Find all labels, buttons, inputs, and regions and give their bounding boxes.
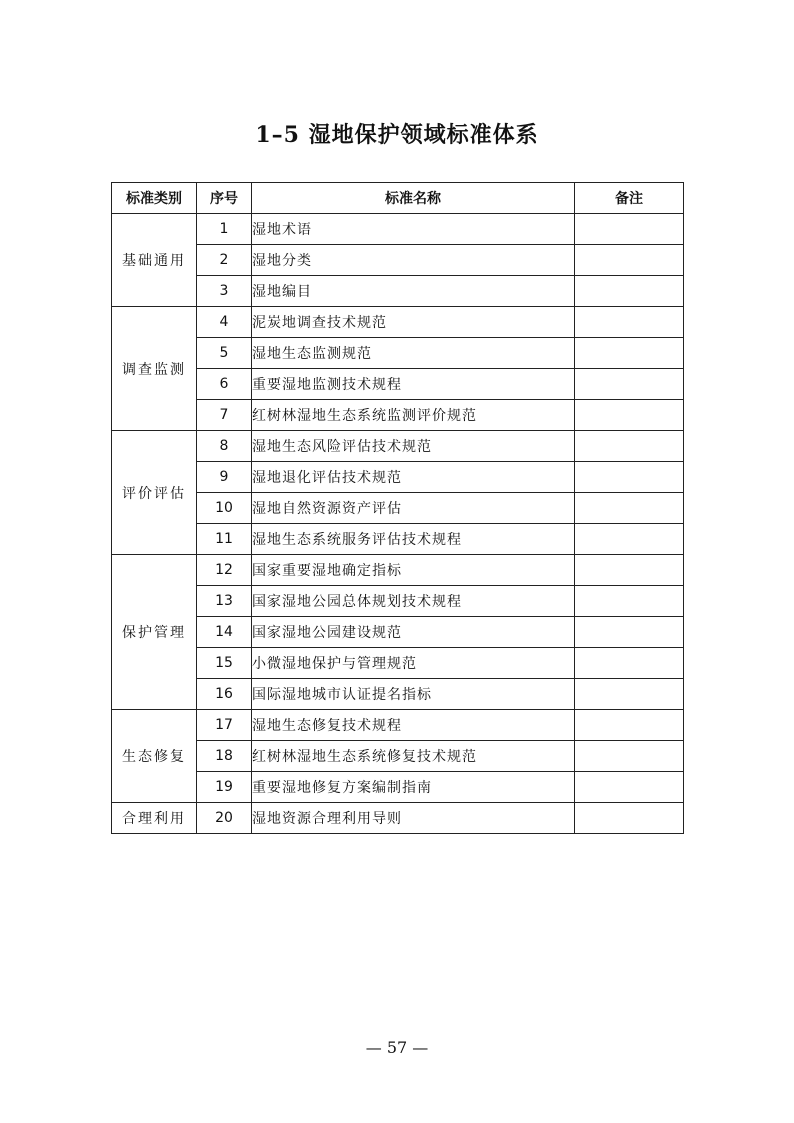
table-row [112,772,684,803]
note-cell [575,462,684,493]
standard-name-cell: 国家湿地公园建设规范 [252,617,575,648]
table-body [112,214,684,834]
number-cell: 15 [197,648,252,679]
table-row [112,524,684,555]
note-cell [575,772,684,803]
number-cell: 12 [197,555,252,586]
standard-name-cell: 国家重要湿地确定指标 [252,555,575,586]
note-cell [575,710,684,741]
note-cell [575,338,684,369]
table-row [112,741,684,772]
table-row [112,214,684,245]
table-row [112,617,684,648]
number-cell: 20 [197,803,252,834]
table-row [112,462,684,493]
category-cell: 调查监测 [112,307,197,431]
number-cell: 2 [197,245,252,276]
note-cell [575,555,684,586]
page-title: 1–5 湿地保护领域标准体系 [255,122,539,148]
number-cell: 17 [197,710,252,741]
standard-name-cell: 湿地生态修复技术规程 [252,710,575,741]
number-cell: 8 [197,431,252,462]
table-row [112,586,684,617]
standard-name-cell: 小微湿地保护与管理规范 [252,648,575,679]
number-cell: 3 [197,276,252,307]
number-cell: 4 [197,307,252,338]
table-row [112,307,684,338]
note-cell [575,276,684,307]
table-row [112,803,684,834]
standard-name-cell: 重要湿地修复方案编制指南 [252,772,575,803]
number-cell: 7 [197,400,252,431]
number-cell: 9 [197,462,252,493]
note-cell [575,524,684,555]
note-cell [575,431,684,462]
standard-name-cell: 湿地资源合理利用导则 [252,803,575,834]
number-cell: 19 [197,772,252,803]
standard-name-cell: 红树林湿地生态系统修复技术规范 [252,741,575,772]
note-cell [575,307,684,338]
note-cell [575,679,684,710]
number-cell: 1 [197,214,252,245]
table-header-row [112,183,684,214]
note-cell [575,245,684,276]
note-cell [575,493,684,524]
note-cell [575,617,684,648]
category-cell: 基础通用 [112,214,197,307]
table-row [112,369,684,400]
table-row [112,338,684,369]
standard-name-cell: 湿地生态风险评估技术规范 [252,431,575,462]
table-row [112,245,684,276]
note-cell [575,586,684,617]
table-row [112,710,684,741]
standard-name-cell: 红树林湿地生态系统监测评价规范 [252,400,575,431]
standard-name-cell: 湿地生态系统服务评估技术规程 [252,524,575,555]
number-cell: 10 [197,493,252,524]
standard-name-cell: 湿地生态监测规范 [252,338,575,369]
table-row [112,493,684,524]
table-row [112,431,684,462]
number-cell: 18 [197,741,252,772]
note-cell [575,741,684,772]
table-row [112,276,684,307]
page-number: — 57 — [365,1038,429,1057]
standard-name-cell: 湿地分类 [252,245,575,276]
standard-name-cell: 国际湿地城市认证提名指标 [252,679,575,710]
number-cell: 5 [197,338,252,369]
table-row [112,555,684,586]
category-cell: 生态修复 [112,710,197,803]
category-cell: 评价评估 [112,431,197,555]
table-row [112,648,684,679]
category-cell: 合理利用 [112,803,197,834]
header-name: 标准名称 [252,183,575,214]
number-cell: 11 [197,524,252,555]
note-cell [575,648,684,679]
category-cell: 保护管理 [112,555,197,710]
standards-table [111,182,684,834]
standard-name-cell: 重要湿地监测技术规程 [252,369,575,400]
header-number: 序号 [197,183,252,214]
number-cell: 13 [197,586,252,617]
table-row [112,400,684,431]
header-note: 备注 [575,183,684,214]
header-category: 标准类别 [112,183,197,214]
number-cell: 14 [197,617,252,648]
note-cell [575,400,684,431]
number-cell: 16 [197,679,252,710]
number-cell: 6 [197,369,252,400]
note-cell [575,803,684,834]
note-cell [575,369,684,400]
table-row [112,679,684,710]
standard-name-cell: 湿地退化评估技术规范 [252,462,575,493]
standard-name-cell: 湿地术语 [252,214,575,245]
note-cell [575,214,684,245]
standard-name-cell: 湿地自然资源资产评估 [252,493,575,524]
standard-name-cell: 国家湿地公园总体规划技术规程 [252,586,575,617]
standard-name-cell: 泥炭地调查技术规范 [252,307,575,338]
standard-name-cell: 湿地编目 [252,276,575,307]
